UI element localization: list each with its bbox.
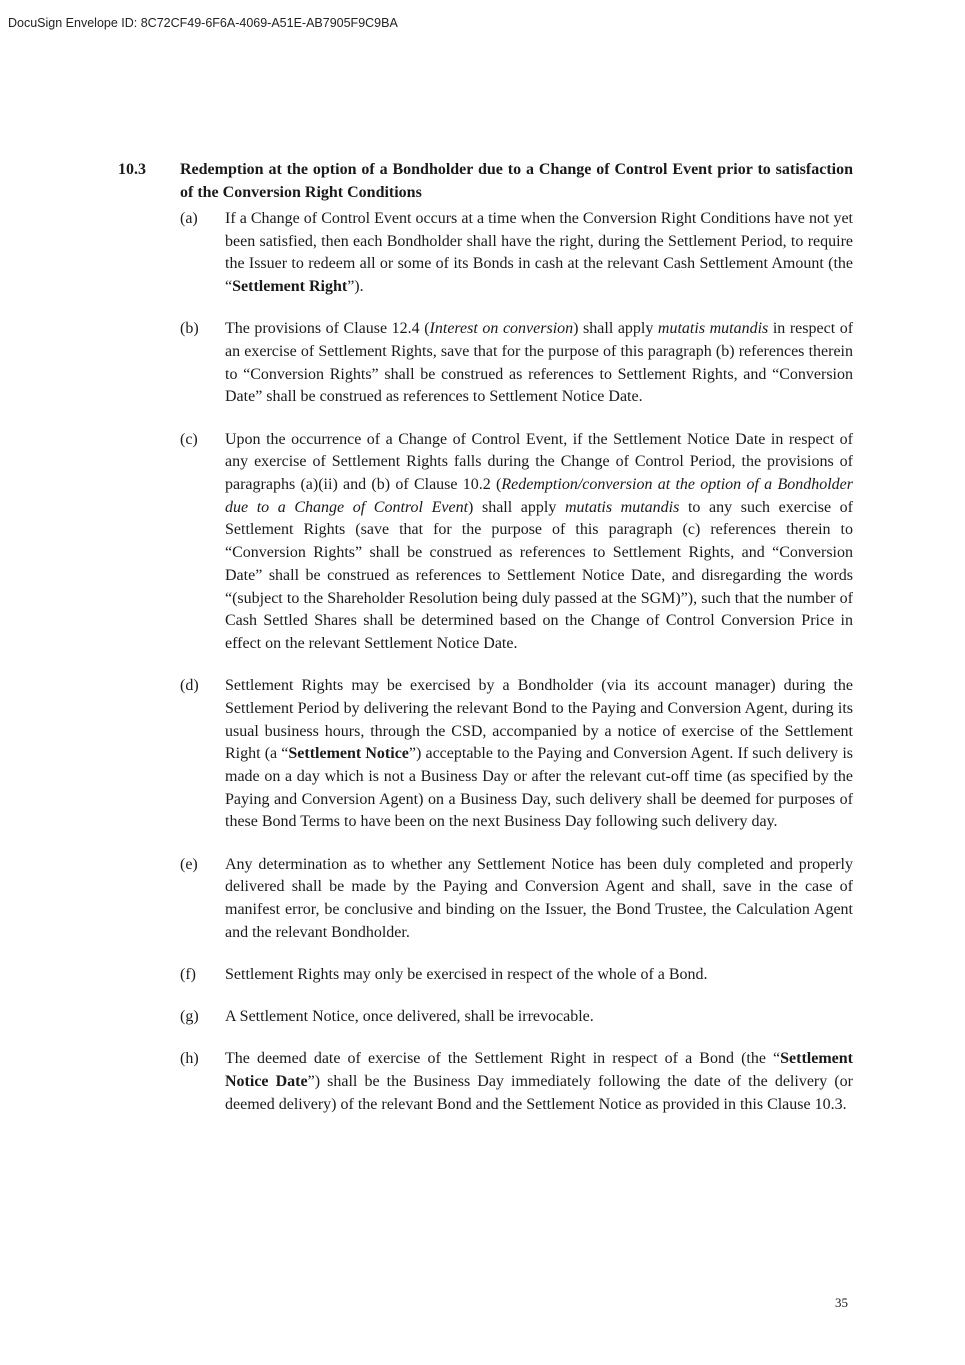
paragraph-f [180, 964, 853, 987]
paragraph-label: (c) [180, 430, 198, 448]
paragraph-text: The provisions of Clause 12.4 (Interest on conversion) shall apply mutatis mutandis in respect of an exercise of Settlement Rights, save that for the purpose of this paragraph (b) references therein to “Conversion Rights” shall be construed as references to Settlement Rights, and “Conversion Date” shall be construed as references to Settlement Notice Date. [225, 320, 854, 406]
section-title: Redemption at the option of a Bondholder due to a Change of Control Event prior to satisfaction of the Conversion Right Conditions [180, 161, 853, 201]
defined-term: Settlement Notice [288, 745, 409, 763]
defined-term: Settlement Notice Date [225, 1050, 853, 1090]
paragraph-label: (g) [180, 1008, 199, 1026]
clause-10-3 [118, 158, 853, 1136]
paragraph-text: Upon the occurrence of a Change of Control Event, if the Settlement Notice Date in respect of any exercise of Settlement Rights falls during the Change of Control Period, the provisions of paragraphs (a)(ii) and (b) of Clause 10.2 (Redemption/conversion at the option of a Bondholder due to a Change of Control Event) shall apply mutatis mutandis to any such exercise of Settlement Rights (save that for the purpose of this paragraph (c) references therein to “Conversion Rights” shall be construed as references to Settlement Rights, and “Conversion Date” shall be construed as references to Settlement Notice Date, and disregarding the words “(subject to the Shareholder Resolution being duly passed at the SGM)”), such that the number of Cash Settled Shares shall be determined based on the Change of Control Conversion Price in effect on the relevant Settlement Notice Date. [225, 430, 854, 652]
paragraph-label: (e) [180, 855, 198, 873]
paragraph-g [180, 1006, 853, 1029]
paragraph-c [180, 429, 853, 656]
paragraph-label: (a) [180, 210, 198, 227]
paragraph-text: Settlement Rights may be exercised by a Bondholder (via its account manager) during the Settlement Period by delivering the relevant Bond to the Paying and Conversion Agent, during its usual business hours, through the CSD, accompanied by a notice of exercise of the Settlement Right (a “Settlement Notice”) acceptable to the Paying and Conversion Agent. If such delivery is made on a day which is not a Business Day or after the relevant cut-off time (as specified by the Paying and Conversion Agent) on a Business Day, such delivery shall be deemed for purposes of these Bond Terms to have been on the next Business Day following such delivery day. [225, 677, 853, 831]
paragraph-h [180, 1048, 853, 1116]
latin-term: mutatis mutandis [564, 498, 680, 516]
paragraph-text: If a Change of Control Event occurs at a time when the Conversion Right Conditions have not yet been satisfied, then each Bondholder shall have the right, during the Settlement Period, to require the Issuer to redeem all or some of its Bonds in cash at the relevant Cash Settlement Amount (the “Settlement Right”). [225, 210, 853, 296]
section-heading [118, 158, 853, 204]
clause-reference: Interest on conversion [429, 320, 574, 338]
latin-term: mutatis mutandis [657, 320, 769, 338]
paragraph-text: Settlement Rights may only be exercised in respect of the whole of a Bond. [225, 965, 708, 983]
paragraph-e [180, 854, 853, 945]
page-number: 35 [835, 1295, 848, 1310]
paragraph-text: Any determination as to whether any Settlement Notice has been duly completed and properly delivered shall be made by the Paying and Conversion Agent and shall, save in the case of manifest error, be conclusive and binding on the Issuer, the Bond Trustee, the Calculation Agent and the relevant Bondholder. [225, 855, 853, 941]
envelope-id: DocuSign Envelope ID: 8C72CF49-6F6A-4069-A51E-AB7905F9C9BA [8, 16, 398, 30]
paragraph-label: (h) [180, 1050, 199, 1068]
paragraph-label: (b) [180, 320, 199, 338]
defined-term: Settlement Right [232, 278, 348, 296]
paragraph-a [180, 208, 853, 299]
paragraph-text: A Settlement Notice, once delivered, shall be irrevocable. [225, 1008, 594, 1026]
paragraph-b [180, 318, 853, 409]
paragraph-label: (d) [180, 677, 199, 695]
clause-reference: Redemption/conversion at the option of a Bondholder due to a Change of Control Event [225, 476, 853, 516]
section-number: 10.3 [118, 161, 146, 178]
paragraph-text: The deemed date of exercise of the Settlement Right in respect of a Bond (the “Settlement Notice Date”) shall be the Business Day immediately following the date of the delivery (or deemed delivery) of the relevant Bond and the Settlement Notice as provided in this Clause 10.3. [225, 1050, 853, 1113]
paragraph-d [180, 675, 853, 834]
paragraph-list [180, 208, 853, 1116]
paragraph-label: (f) [180, 965, 196, 983]
